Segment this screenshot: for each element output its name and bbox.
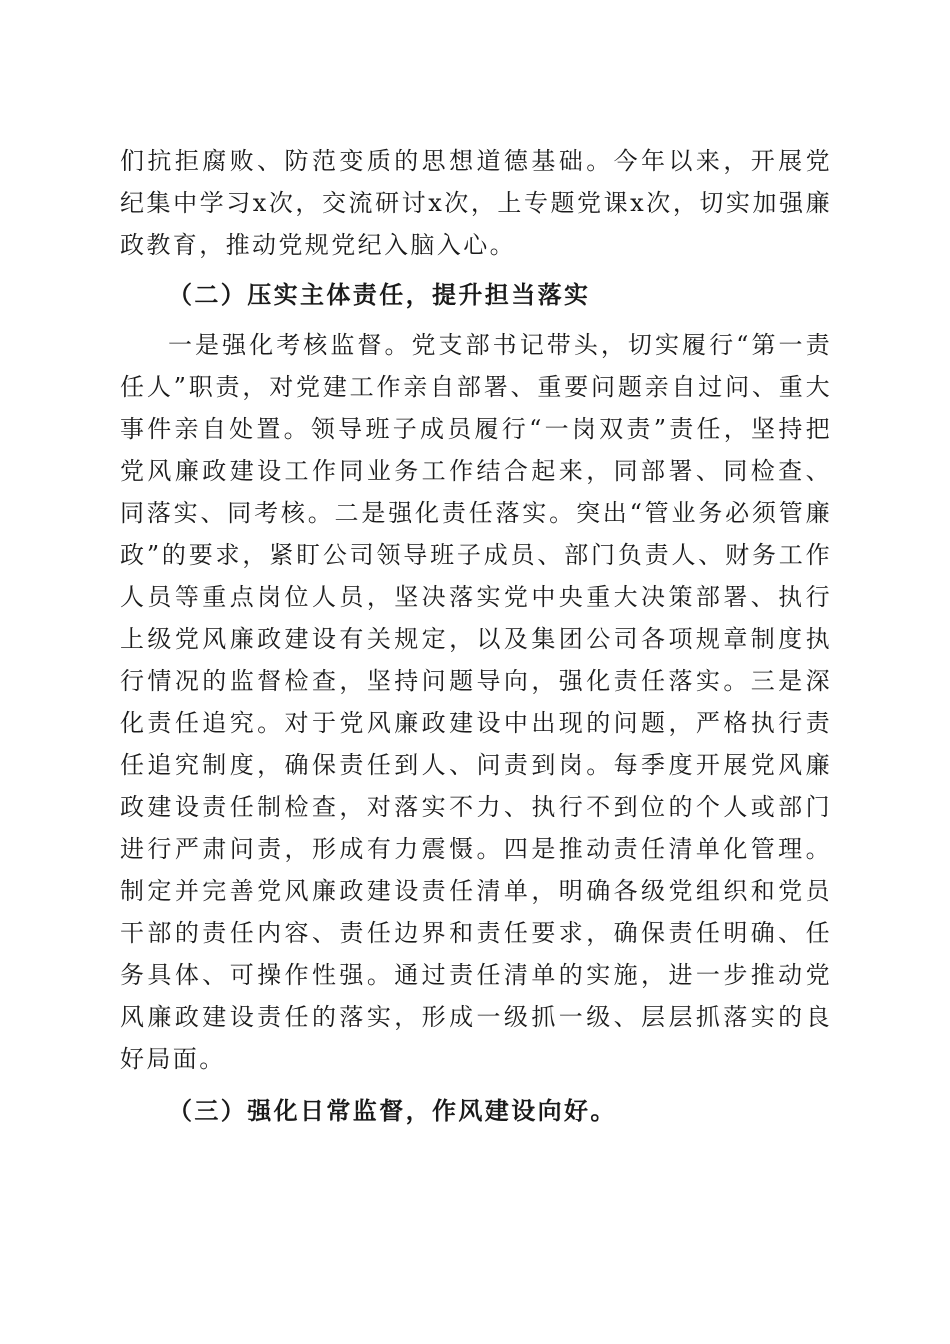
document-body [120, 140, 832, 1132]
paragraph-continued: 们抗拒腐败、防范变质的思想道德基础。今年以来，开展党纪集中学习x次，交流研讨x次，上专题党课x次，切实加强廉政教育，推动党规党纪入脑入心。 [120, 147, 832, 259]
paragraph-responsibility: 一是强化考核监督。党支部书记带头，切实履行“第一责任人”职责，对党建工作亲自部署、重要问题亲自过问、重大事件亲自处置。领导班子成员履行“一岗双责”责任，坚持把党风廉政建设工作同业务工作结合起来，同部署、同检查、同落实、同考核。二是强化责任落实。突出“管业务必须管廉政”的要求，紧盯公司领导班子成员、部门负责人、财务工作人员等重点岗位人员，坚决落实党中央重大决策部署、执行上级党风廉政建设有关规定，以及集团公司各项规章制度执行情况的监督检查，坚持问题导向，强化责任落实。三是深化责任追究。对于党风廉政建设中出现的问题，严格执行责任追究制度，确保责任到人、问责到岗。每季度开展党风廉政建设责任制检查，对落实不力、执行不到位的个人或部门进行严肃问责，形成有力震慑。四是推动责任清单化管理。制定并完善党风廉政建设责任清单，明确各级党组织和党员干部的责任内容、责任边界和责任要求，确保责任明确、任务具体、可操作性强。通过责任清单的实施，进一步推动党风廉政建设责任的落实，形成一级抓一级、层层抓落实的良好局面。 [120, 331, 832, 1073]
section-heading-3: （三）强化日常监督，作风建设向好。 [168, 1097, 617, 1125]
section-heading-2: （二）压实主体责任，提升担当落实 [168, 281, 591, 309]
